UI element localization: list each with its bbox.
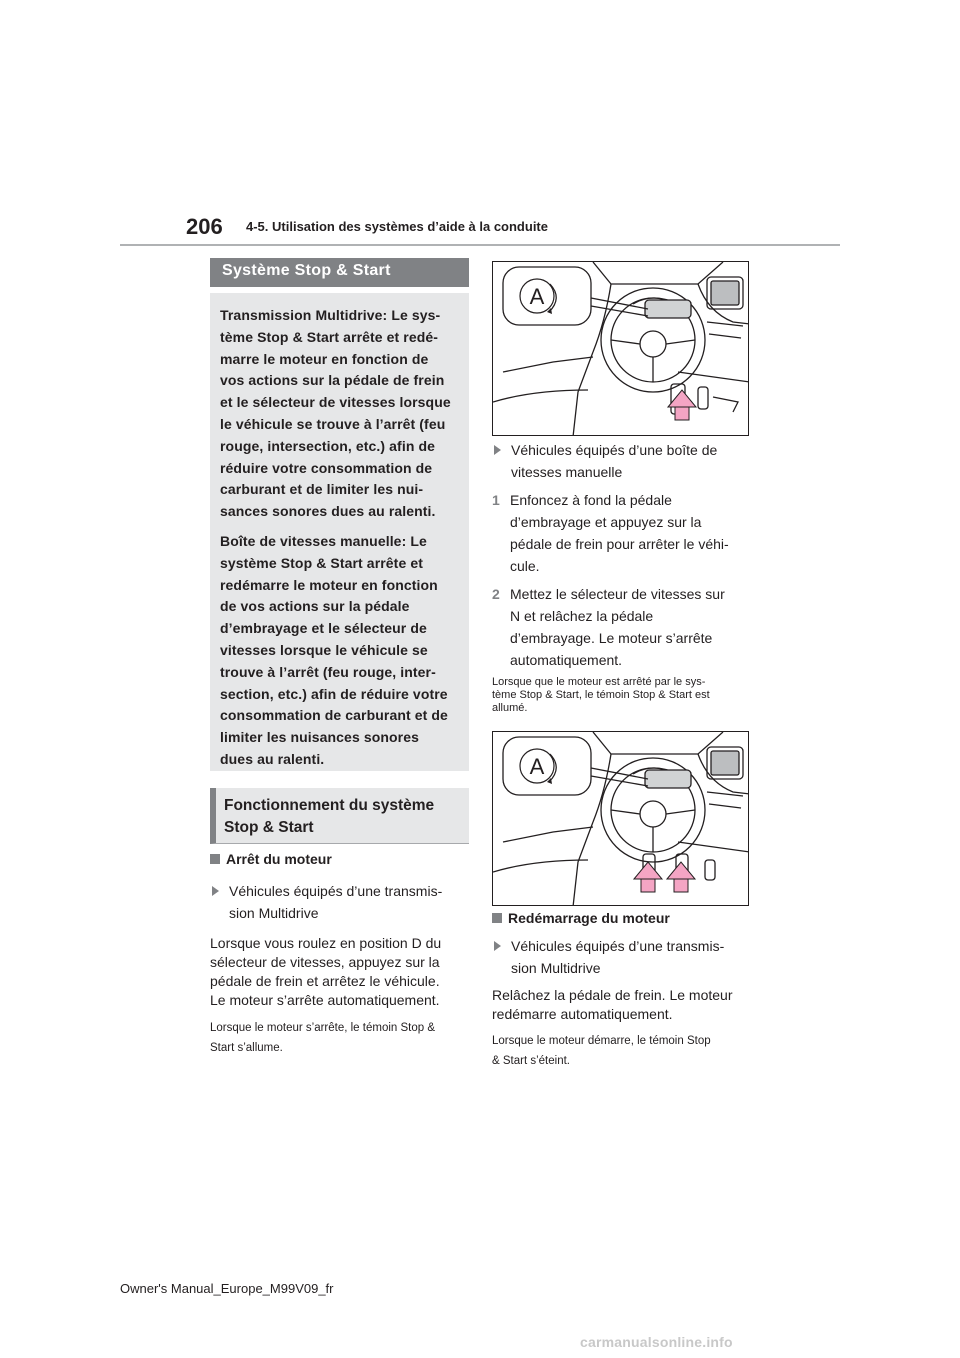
multidrive-stop-text: Lorsque vous roulez en position D du sélecteur de vitesses, appuyez sur la pédale de frein et arrêtez le véhicule. Le moteur s’arrête automatiquement.: [210, 935, 442, 1008]
header-divider: [120, 244, 840, 246]
chapter-title: 4-5. Utilisation des systèmes d’aide à la conduite: [246, 219, 548, 234]
manual-label: Véhicules équipés d’une boîte de vitesses manuelle: [511, 442, 718, 480]
engine-restart-heading: [492, 910, 754, 926]
triangle-bullet-icon: [494, 445, 501, 455]
square-bullet-icon: [210, 854, 220, 864]
callout-a-label-2: A: [529, 754, 545, 779]
triangle-bullet-icon: [212, 886, 219, 896]
manual-footer: Owner's Manual_Europe_M99V09_fr: [120, 1281, 334, 1296]
engine-stop-section: [210, 851, 472, 1058]
multidrive-item: [210, 880, 472, 924]
figure-manual-restart: [492, 731, 749, 906]
square-bullet-icon: [492, 913, 502, 923]
restart-multidrive-label: Véhicules équipés d’une transmis- sion Multidrive: [511, 938, 725, 976]
figure-manual-clutch-brake: [492, 261, 749, 436]
multidrive-stop-note: Lorsque le moteur s’arrête, le témoin Stop & Start s’allume.: [210, 1022, 436, 1054]
callout-a-label-1: A: [529, 284, 545, 309]
watermark: carmanualsonline.info: [580, 1334, 733, 1350]
triangle-bullet-icon: [494, 941, 501, 951]
restart-note: Lorsque le moteur démarre, le témoin Stop & Start s’éteint.: [492, 1035, 711, 1067]
restart-multidrive-item: [492, 935, 754, 979]
step-1: [492, 489, 754, 577]
engine-stop-heading: [210, 851, 472, 867]
intro-paragraph-multidrive: Transmission Multidrive: Le sys- tème Stop & Start arrête et redé- marre le moteur en fonction de vos actions sur la pédale de frein et le sélecteur de vitesses lorsque le véhicule se trouve à l’arrêt (feu rouge, intersection, etc.) afin de réduire votre consommation de carburant et de limiter les nui- sances sonores dues au ralenti.: [220, 307, 451, 520]
manual-item: [492, 439, 754, 483]
step-2: [492, 583, 754, 671]
multidrive-label: Véhicules équipés d’une transmis- sion Multidrive: [229, 883, 443, 921]
restart-text: Relâchez la pédale de frein. Le moteur redémarre automatiquement.: [492, 987, 733, 1022]
section-title: Système Stop & Start: [210, 258, 469, 287]
manual-stop-note: Lorsque que le moteur est arrêté par le sys- tème Stop & Start, le témoin Stop & Start est allumé.: [492, 676, 710, 714]
dashboard-illustration-1: [493, 262, 749, 436]
engine-restart-heading-text: Redémarrage du moteur: [508, 910, 670, 926]
step-text: Mettez le sélecteur de vitesses sur N et relâchez la pédale d’embrayage. Le moteur s’arrête automatiquement.: [510, 586, 725, 668]
intro-box: [210, 293, 469, 771]
step-number: 1: [492, 492, 500, 508]
dashboard-illustration-2: [493, 732, 749, 906]
step-number: 2: [492, 586, 500, 602]
intro-paragraph-manual: Boîte de vitesses manuelle: Le système Stop & Start arrête et redémarre le moteur en fonction de vos actions sur la pédale d’embrayage et le sélecteur de vitesses lorsque le véhicule se trouve à l’arrêt (feu rouge, inter- section, etc.) afin de réduire votre consommation de carburant et de limiter les nuisances sonores dues au ralenti.: [220, 532, 448, 767]
engine-restart-section: [492, 910, 754, 1071]
manual-transmission-section: [492, 439, 754, 715]
subsection-title: Fonctionnement du système Stop & Start: [210, 788, 469, 844]
page-number: 206: [186, 214, 223, 239]
engine-stop-heading-text: Arrêt du moteur: [226, 851, 332, 867]
step-text: Enfoncez à fond la pédale d’embrayage et appuyez sur la pédale de frein pour arrêter le véhi- cule.: [510, 492, 729, 574]
